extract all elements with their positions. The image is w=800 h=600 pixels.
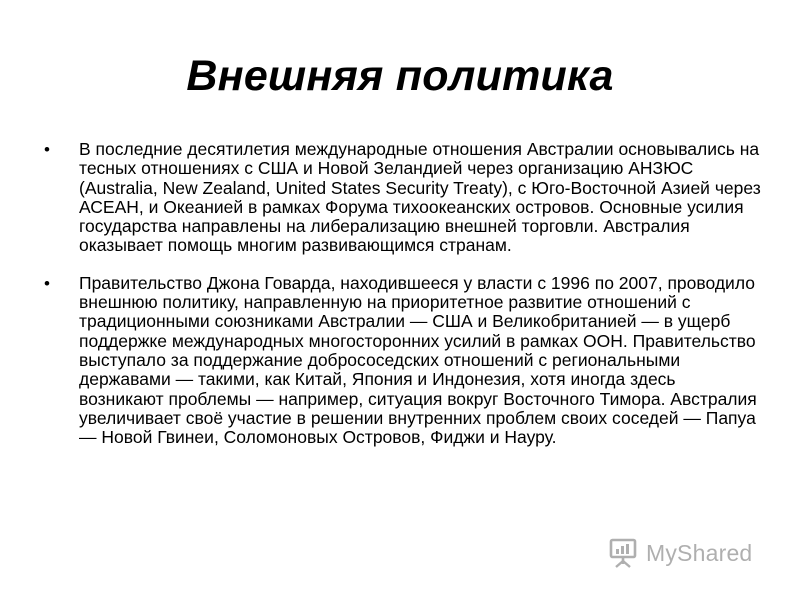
presentation-board-icon (608, 537, 640, 569)
bullet-text: Правительство Джона Говарда, находившееся у власти с 1996 по 2007, проводило внешнюю политику, направленную на приоритетное развитие отношений с традиционными союзниками Австралии — США и Великобританией — в ущерб поддержке международных многосторонних усилий в рамках ООН. Правительство выступало за поддержание добрососедских отношений с региональными державами — такими, как Китай, Япония и Индонезия, хотя иногда здесь возникают проблемы — например, ситуация вокруг Восточного Тимора. Австралия увеличивает своё участие в решении внутренних проблем своих соседей — Папуа — Новой Гвинеи, Соломоновых Островов, Фиджи и Науру. (79, 272, 757, 448)
watermark-text: MyShared (646, 539, 753, 566)
bullet-item (44, 140, 764, 256)
bullet-marker: • (44, 273, 50, 293)
bullet-item (44, 274, 764, 448)
slide-title: Внешняя политика (186, 52, 614, 100)
bullet-text: В последние десятилетия международные отношения Австралии основывались на тесных отношениях с США и Новой Зеландией через организацию АНЗЮС (Australia, New Zealand, United States Security Treaty), с Юго-Восточной Азией через АСЕАН, и Океанией в рамках Форума тихоокеанских островов. Основные усилия государства направлены на либерализацию внешней торговли. Австралия оказывает помощь многим развивающимся странам. (79, 139, 761, 256)
myshared-watermark (608, 537, 752, 569)
bullet-marker: • (44, 140, 50, 159)
bullet-list (44, 140, 764, 447)
